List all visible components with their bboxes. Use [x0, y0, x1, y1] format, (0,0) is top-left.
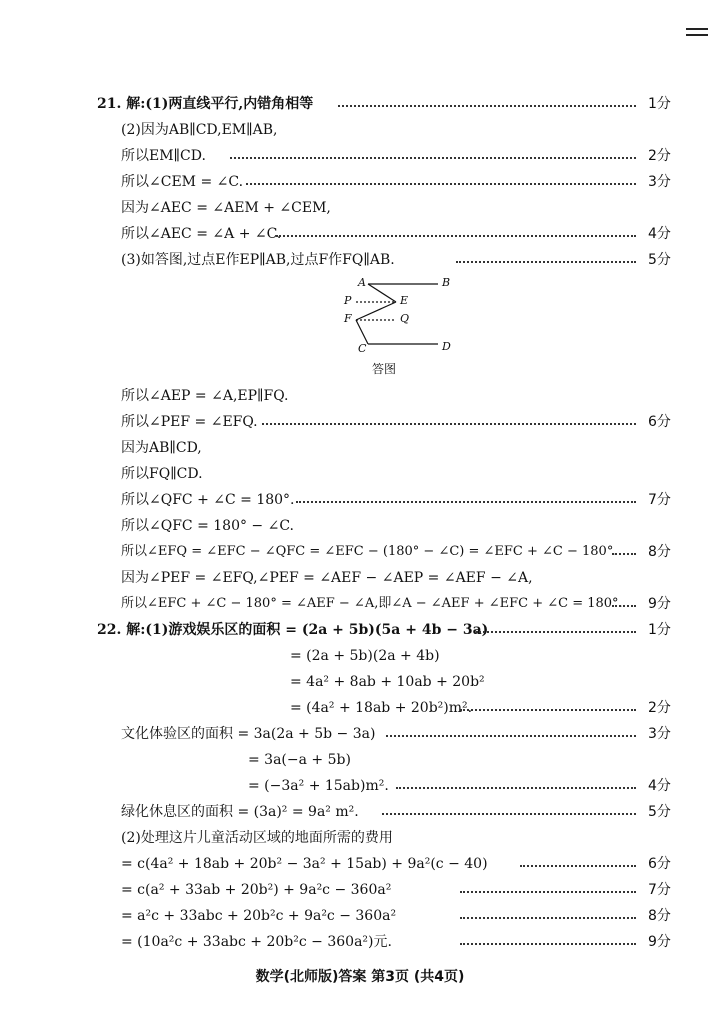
line-text: 21. 解:(1)两直线平行,内错角相等 [97, 96, 314, 112]
point-label-f: F [344, 312, 352, 325]
line-21-3 [0, 144, 720, 168]
point-label-p: P [344, 294, 352, 307]
line-text: = (−3a² + 15ab)m². [248, 778, 389, 794]
line-22-1 [0, 618, 720, 642]
point-label-q: Q [400, 312, 410, 325]
leader-dots [246, 183, 636, 185]
line-text: 因为∠PEF = ∠EFQ,∠PEF = ∠AEF − ∠AEP = ∠AEF − ∠A, [121, 570, 533, 586]
line-text: (2)处理这片儿童活动区域的地面所需的费用 [121, 830, 393, 846]
leader-dots [612, 553, 636, 555]
leader-dots [460, 891, 636, 893]
line-21-4 [0, 170, 720, 194]
line-text: = c(4a² + 18ab + 20b² − 3a² + 15ab) + 9a²(c − 40) [121, 856, 488, 872]
line-text: 所以FQ∥CD. [121, 466, 203, 482]
score: 1分 [648, 96, 671, 112]
leader-dots [276, 235, 636, 237]
page-footer: 数学(北师版)答案 第3页 (共4页) [255, 969, 465, 985]
line-22-7 [0, 774, 720, 798]
line-text: 因为∠AEC = ∠AEM + ∠CEM, [121, 200, 331, 216]
leader-dots [382, 813, 636, 815]
line-22-2 [0, 644, 720, 668]
leader-dots [386, 735, 636, 737]
line-21-8 [0, 384, 720, 408]
score: 4分 [648, 226, 671, 242]
figure-caption: 答图 [372, 362, 397, 376]
line-21-11 [0, 462, 720, 486]
score: 8分 [648, 908, 671, 924]
leader-dots [338, 105, 636, 107]
line-22-3 [0, 670, 720, 694]
leader-dots [262, 423, 636, 425]
line-text: = (4a² + 18ab + 20b²)m². [290, 700, 473, 716]
line-22-12 [0, 904, 720, 928]
leader-dots [460, 709, 636, 711]
score: 2分 [648, 700, 671, 716]
leader-dots [612, 605, 636, 607]
leader-dots [520, 865, 636, 867]
leader-dots [296, 501, 636, 503]
line-text: (2)因为AB∥CD,EM∥AB, [121, 122, 278, 138]
line-text: 所以∠AEP = ∠A,EP∥FQ. [121, 388, 289, 404]
line-22-10 [0, 852, 720, 876]
point-label-b: B [442, 276, 451, 289]
line-22-5 [0, 722, 720, 746]
score: 5分 [648, 252, 671, 268]
line-text: = c(a² + 33ab + 20b²) + 9a²c − 360a² [121, 882, 392, 898]
score: 5分 [648, 804, 671, 820]
menu-icon [686, 28, 708, 40]
line-21-13 [0, 514, 720, 538]
line-text: = 3a(−a + 5b) [248, 752, 351, 768]
leader-dots [230, 157, 636, 159]
leader-dots [456, 261, 636, 263]
line-22-13 [0, 930, 720, 954]
line-text: 因为AB∥CD, [121, 440, 202, 456]
line-text: 所以∠QFC = 180° − ∠C. [121, 518, 295, 534]
score: 4分 [648, 778, 671, 794]
line-text: = (2a + 5b)(2a + 4b) [290, 648, 440, 664]
line-text: = a²c + 33abc + 20b²c + 9a²c − 360a² [121, 908, 397, 924]
line-21-16 [0, 592, 720, 616]
line-text: 所以∠QFC + ∠C = 180°. [121, 492, 295, 508]
line-text: 文化体验区的面积 = 3a(2a + 5b − 3a) [121, 726, 376, 742]
score: 8分 [648, 544, 671, 560]
leader-dots [460, 943, 636, 945]
line-text: = 4a² + 8ab + 10ab + 20b² [290, 674, 485, 690]
line-21-9 [0, 410, 720, 434]
leader-dots [396, 787, 636, 789]
line-21-10 [0, 436, 720, 460]
score: 2分 [648, 148, 671, 164]
score: 9分 [648, 596, 671, 612]
line-21-1 [0, 92, 720, 116]
score: 7分 [648, 492, 671, 508]
score: 6分 [648, 856, 671, 872]
line-21-2 [0, 118, 720, 142]
score: 6分 [648, 414, 671, 430]
line-21-5 [0, 196, 720, 220]
line-22-11 [0, 878, 720, 902]
line-text: (3)如答图,过点E作EP∥AB,过点F作FQ∥AB. [121, 252, 395, 268]
point-label-c: C [358, 342, 367, 355]
point-label-a: A [358, 276, 366, 289]
line-21-6 [0, 222, 720, 246]
line-text: 所以∠EFQ = ∠EFC − ∠QFC = ∠EFC − (180° − ∠C) = ∠EFC + ∠C − 180°. [121, 544, 618, 559]
line-text: 所以EM∥CD. [121, 148, 206, 164]
score: 1分 [648, 622, 671, 638]
line-text: 所以∠PEF = ∠EFQ. [121, 414, 258, 430]
leader-dots [460, 917, 636, 919]
leader-dots [476, 631, 636, 633]
point-label-e: E [400, 294, 409, 307]
line-22-8 [0, 800, 720, 824]
line-text: 所以∠CEM = ∠C. [121, 174, 244, 190]
point-label-d: D [442, 340, 451, 353]
line-21-7 [0, 248, 720, 272]
line-text: 所以∠EFC + ∠C − 180° = ∠AEF − ∠A,即∠A − ∠AEF + ∠EFC + ∠C = 180°. [121, 596, 623, 611]
score: 7分 [648, 882, 671, 898]
line-text: 绿化休息区的面积 = (3a)² = 9a² m². [121, 804, 359, 820]
line-text: 22. 解:(1)游戏娱乐区的面积 = (2a + 5b)(5a + 4b − 3a) [97, 622, 489, 638]
line-21-12 [0, 488, 720, 512]
line-21-15 [0, 566, 720, 590]
score: 3分 [648, 726, 671, 742]
score: 3分 [648, 174, 671, 190]
line-22-9 [0, 826, 720, 850]
line-text: 所以∠AEC = ∠A + ∠C. [121, 226, 282, 242]
line-21-14 [0, 540, 720, 564]
score: 9分 [648, 934, 671, 950]
line-text: = (10a²c + 33abc + 20b²c − 360a²)元. [121, 934, 392, 950]
line-22-4 [0, 696, 720, 720]
line-22-6 [0, 748, 720, 772]
